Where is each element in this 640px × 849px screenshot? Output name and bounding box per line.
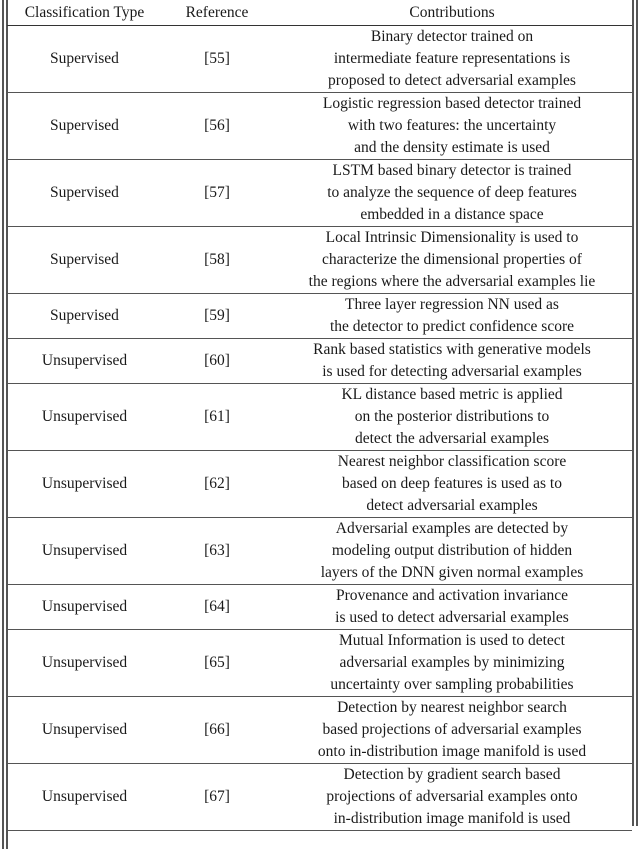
contribution-line: Local Intrinsic Dimensionality is used to [325,229,579,246]
contribution-line: detect the adversarial examples [354,430,550,447]
classification-type-cell: Supervised [7,227,162,294]
reference-cell: [67] [162,764,272,831]
reference-cell: [64] [162,585,272,630]
contribution-cell [272,227,632,294]
contribution-line: Rank based statistics with generative models [313,341,591,358]
reference-cell: [61] [162,384,272,451]
classification-type-cell: Unsupervised [7,339,162,384]
contribution-line: detect adversarial examples [366,497,538,514]
contribution-cell [272,384,632,451]
contribution-cell [272,294,632,339]
table-row [7,160,632,227]
contribution-line: modeling output distribution of hidden [331,542,573,559]
contribution-line: Mutual Information is used to detect [339,632,565,649]
reference-cell: [57] [162,160,272,227]
reference-cell: [55] [162,26,272,93]
contribution-cell [272,585,632,630]
header-contributions: Contributions [272,0,632,26]
contribution-cell [272,26,632,93]
right-border-outer [636,0,638,826]
contribution-cell [272,93,632,160]
contribution-line: the regions where the adversarial examples lie [308,273,596,290]
contribution-line: embedded in a distance space [360,206,544,223]
classification-type-cell: Unsupervised [7,630,162,697]
table-row [7,384,632,451]
contribution-line: uncertainty over sampling probabilities [330,676,574,693]
contribution-line: with two features: the uncertainty [347,117,557,134]
contribution-line: proposed to detect adversarial examples [328,72,576,89]
table-row [7,227,632,294]
contribution-line: and the density estimate is used [354,139,550,156]
header-reference: Reference [162,0,272,26]
classification-type-cell: Unsupervised [7,585,162,630]
reference-cell: [60] [162,339,272,384]
contribution-cell [272,764,632,831]
contribution-line: on the posterior distributions to [354,408,550,425]
contribution-line: is used for detecting adversarial examples [322,363,582,380]
contribution-line: Detection by nearest neighbor search [337,699,567,716]
contribution-line: layers of the DNN given normal examples [320,564,584,581]
table-row [7,697,632,764]
contribution-line: based projections of adversarial examples [322,721,582,738]
contribution-line: KL distance based metric is applied [341,386,563,403]
table-row [7,451,632,518]
contribution-line: intermediate feature representations is [333,50,571,67]
contribution-line: onto in-distribution image manifold is used [317,743,587,760]
contribution-line: Detection by gradient search based [343,766,561,783]
classification-type-cell: Unsupervised [7,697,162,764]
table-row [7,26,632,93]
table-row [7,518,632,585]
header-classification-type: Classification Type [7,0,162,26]
classification-type-cell: Supervised [7,93,162,160]
contribution-cell [272,697,632,764]
table-bottom-spacer [7,826,632,849]
classification-type-cell: Supervised [7,294,162,339]
contribution-cell [272,339,632,384]
classification-type-cell: Unsupervised [7,384,162,451]
classification-type-cell: Unsupervised [7,764,162,831]
table-row [7,764,632,831]
table-row [7,630,632,697]
contribution-cell [272,630,632,697]
contribution-line: Three layer regression NN used as [345,296,559,313]
classification-type-cell: Unsupervised [7,451,162,518]
contribution-line: projections of adversarial examples onto [326,788,578,805]
reference-cell: [63] [162,518,272,585]
contribution-line: Provenance and activation invariance [336,587,568,604]
contribution-line: in-distribution image manifold is used [333,810,571,827]
reference-cell: [58] [162,227,272,294]
contribution-line: Adversarial examples are detected by [335,520,569,537]
contribution-line: characterize the dimensional properties of [322,251,582,268]
reference-cell: [65] [162,630,272,697]
left-border-outer [2,0,4,849]
contribution-line: based on deep features is used as to [342,475,562,492]
contribution-line: Logistic regression based detector trained [322,95,582,112]
contribution-line: the detector to predict confidence score [329,318,574,335]
classification-type-cell: Supervised [7,160,162,227]
contribution-line: adversarial examples by minimizing [339,654,565,671]
contribution-line: Nearest neighbor classification score [337,453,567,470]
contribution-line: LSTM based binary detector is trained [332,162,572,179]
table-row [7,93,632,160]
contribution-line: to analyze the sequence of deep features [327,184,577,201]
contribution-line: is used to detect adversarial examples [335,609,569,626]
reference-cell: [56] [162,93,272,160]
detection-methods-table [7,0,632,831]
contribution-cell [272,451,632,518]
contribution-line: Binary detector trained on [370,28,534,45]
contribution-cell [272,518,632,585]
contribution-cell [272,160,632,227]
table-row [7,585,632,630]
classification-type-cell: Supervised [7,26,162,93]
reference-cell: [66] [162,697,272,764]
table-row [7,294,632,339]
reference-cell: [59] [162,294,272,339]
right-border-inner [632,0,634,826]
table-row [7,339,632,384]
header-row [7,0,632,26]
classification-type-cell: Unsupervised [7,518,162,585]
reference-cell: [62] [162,451,272,518]
